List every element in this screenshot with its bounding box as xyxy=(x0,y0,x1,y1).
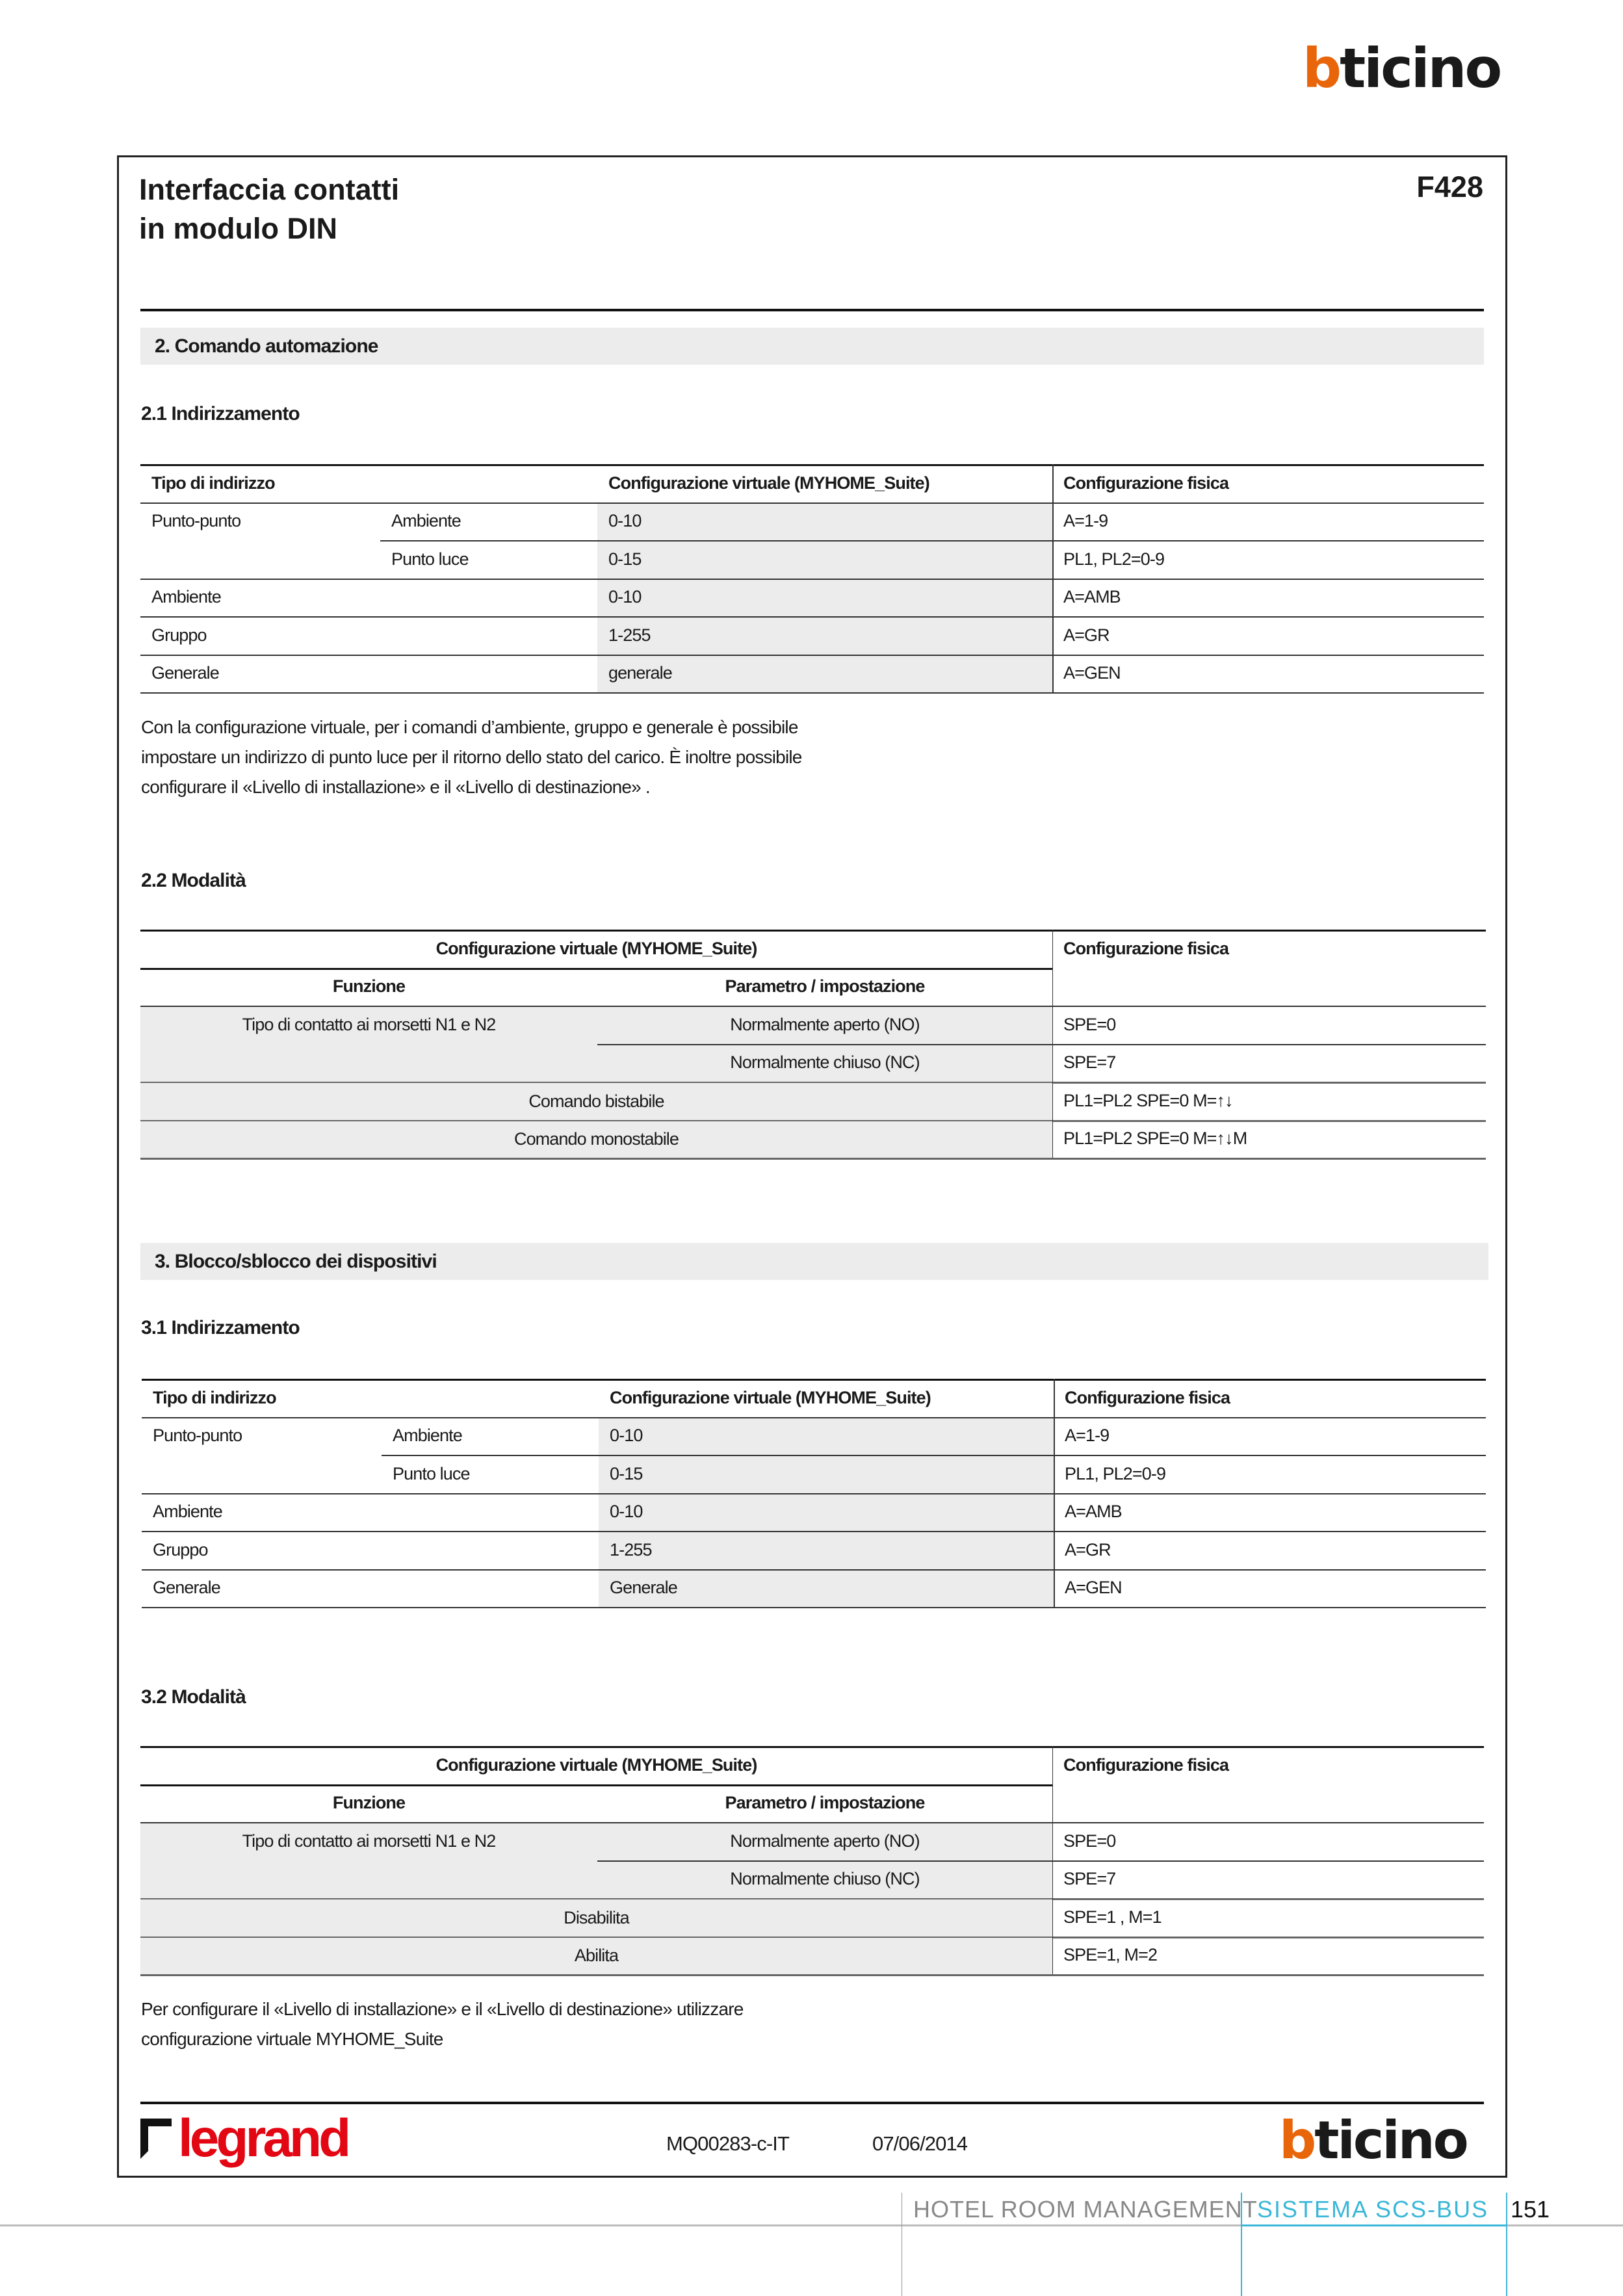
virtual-value xyxy=(608,579,641,617)
address-type xyxy=(151,616,207,655)
contact-param xyxy=(597,1044,1052,1082)
physical-value-text: A=1-9 xyxy=(1065,1426,1110,1446)
note-line: Con la configurazione virtuale, per i comandi d’ambiente, gruppo e generale è possibile xyxy=(141,717,798,737)
note-line: configurare il «Livello di installazione» e il «Livello di destinazione» . xyxy=(141,777,650,797)
address-type-text: Ambiente xyxy=(151,587,221,607)
column-header-text: Configurazione fisica xyxy=(1065,1387,1230,1407)
virtual-cell-bg xyxy=(597,580,1052,617)
column-header-text: Configurazione fisica xyxy=(1063,473,1229,493)
column-divider xyxy=(1052,1746,1053,1974)
physical-value-text: A=AMB xyxy=(1063,587,1121,607)
address-type-text: Generale xyxy=(153,1578,220,1598)
physical-value xyxy=(1063,540,1164,579)
address-type-text: Punto-punto xyxy=(151,511,241,531)
column-header-text: Tipo di indirizzo xyxy=(153,1387,276,1407)
column-divider xyxy=(1054,1379,1055,1607)
virtual-cell-bg xyxy=(597,618,1052,655)
cyan-underline xyxy=(1241,2224,1506,2226)
row-divider xyxy=(140,1158,1486,1160)
physical-value-text: PL1, PL2=0-9 xyxy=(1063,549,1165,569)
address-type xyxy=(151,655,219,693)
virtual-value xyxy=(610,1455,642,1493)
heading-2-1: 2.1 Indirizzamento xyxy=(141,403,300,424)
column-header-text: Configurazione virtuale (MYHOME_Suite) xyxy=(608,473,929,493)
physical-value xyxy=(1063,1822,1115,1860)
header-param xyxy=(597,1784,1052,1823)
note-line: configurazione virtuale MYHOME_Suite xyxy=(141,2029,443,2049)
virtual-cell-bg xyxy=(599,1494,1054,1532)
address-subtype xyxy=(391,502,461,541)
column-header xyxy=(153,1379,276,1417)
virtual-value-text: 0-10 xyxy=(610,1502,643,1522)
mode-label xyxy=(140,1938,1052,1975)
note-paragraph-2 xyxy=(141,712,804,802)
physical-value-text: A=GR xyxy=(1063,625,1110,645)
column-divider xyxy=(1052,464,1054,692)
contact-type-label-text: Tipo di contatto ai morsetti N1 e N2 xyxy=(242,1014,496,1034)
header-virtual xyxy=(140,930,1052,968)
address-subtype-text: Ambiente xyxy=(393,1426,462,1446)
physical-value xyxy=(1065,1493,1122,1532)
header-physical-text: Configurazione fisica xyxy=(1063,1755,1229,1775)
physical-value xyxy=(1063,1898,1162,1937)
addressing-table-3-1 xyxy=(142,1379,1486,1608)
address-subtype xyxy=(393,1455,470,1493)
physical-value xyxy=(1063,1860,1115,1899)
contact-param-text: Normalmente aperto (NO) xyxy=(730,1831,920,1851)
column-header xyxy=(610,1379,931,1417)
physical-value xyxy=(1063,616,1110,655)
virtual-value-text: generale xyxy=(608,663,672,683)
physical-value-text: A=GEN xyxy=(1063,663,1121,683)
address-type-text: Gruppo xyxy=(153,1539,208,1559)
doc-date: 07/06/2014 xyxy=(872,2132,968,2155)
physical-value-text: SPE=0 xyxy=(1063,1014,1116,1034)
virtual-value-text: 1-255 xyxy=(608,625,651,645)
title-rule xyxy=(140,309,1484,311)
addressing-table-2-1 xyxy=(140,464,1484,693)
section-3-bar xyxy=(140,1243,1488,1280)
virtual-cell-bg xyxy=(599,1532,1054,1569)
address-type xyxy=(153,1493,222,1532)
column-header-text: Tipo di indirizzo xyxy=(151,473,275,493)
address-type xyxy=(153,1417,242,1455)
mode-label-text: Disabilita xyxy=(564,1907,629,1927)
column-header-text: Configurazione virtuale (MYHOME_Suite) xyxy=(610,1387,931,1407)
address-subtype xyxy=(393,1417,462,1455)
header-virtual-text: Configurazione virtuale (MYHOME_Suite) xyxy=(435,1755,757,1775)
virtual-value xyxy=(608,502,641,541)
address-subtype-text: Ambiente xyxy=(391,511,461,531)
header-param-text: Parametro / impostazione xyxy=(725,976,925,997)
contact-type-label xyxy=(140,1006,597,1044)
virtual-value-text: 0-15 xyxy=(610,1463,643,1483)
page-title xyxy=(139,170,399,248)
virtual-value xyxy=(610,1493,642,1532)
note-paragraph-3 xyxy=(141,1994,804,2054)
column-divider xyxy=(1052,930,1053,1158)
header-physical xyxy=(1063,1746,1228,1784)
contact-param-text: Normalmente aperto (NO) xyxy=(730,1014,920,1034)
section-2-title: 2. Comando automazione xyxy=(155,335,378,357)
category-label: HOTEL ROOM MANAGEMENT xyxy=(913,2196,1258,2223)
virtual-value xyxy=(610,1417,642,1455)
mode-label xyxy=(140,1899,1052,1937)
virtual-value-text: 0-10 xyxy=(608,587,642,607)
legrand-logo: legrand xyxy=(140,2113,348,2165)
physical-value-text: A=1-9 xyxy=(1063,511,1108,531)
divider xyxy=(1506,2193,1507,2296)
contact-type-label xyxy=(140,1822,597,1860)
header-physical xyxy=(1063,930,1228,968)
column-header xyxy=(1065,1379,1230,1417)
address-subtype xyxy=(391,540,469,579)
address-type-text: Gruppo xyxy=(151,625,207,645)
physical-value xyxy=(1063,655,1121,693)
physical-value-text: PL1=PL2 SPE=0 M=↑↓ xyxy=(1063,1090,1233,1110)
bticino-footer-logo: bticino xyxy=(1279,2110,1467,2171)
mode-label-text: Comando monostabile xyxy=(513,1129,679,1149)
virtual-value xyxy=(608,616,651,655)
virtual-value xyxy=(608,540,641,579)
virtual-value-text: 0-15 xyxy=(608,549,642,569)
physical-value xyxy=(1063,1937,1157,1975)
header-function-text: Funzione xyxy=(332,976,406,997)
row-divider xyxy=(140,1974,1484,1976)
virtual-cell-bg xyxy=(597,541,1052,579)
column-header xyxy=(608,464,929,502)
heading-3-2: 3.2 Modalità xyxy=(141,1686,246,1708)
physical-value xyxy=(1063,579,1121,617)
virtual-value xyxy=(610,1531,652,1569)
mode-table-2-2 xyxy=(140,930,1486,1160)
physical-value-text: SPE=1 , M=1 xyxy=(1063,1907,1162,1927)
section-2-bar xyxy=(140,328,1484,365)
address-type xyxy=(151,579,221,617)
header-function xyxy=(140,968,597,1006)
header-physical-text: Configurazione fisica xyxy=(1063,938,1229,958)
page-number: 151 xyxy=(1511,2196,1550,2223)
physical-value-text: A=GEN xyxy=(1065,1578,1122,1598)
physical-value-text: SPE=7 xyxy=(1063,1869,1116,1889)
virtual-value-text: 1-255 xyxy=(610,1539,652,1559)
physical-value xyxy=(1063,1082,1233,1120)
physical-value xyxy=(1063,1120,1247,1158)
address-type-text: Generale xyxy=(151,663,219,683)
physical-value-text: A=GR xyxy=(1065,1539,1111,1559)
header-virtual-text: Configurazione virtuale (MYHOME_Suite) xyxy=(435,938,757,958)
contact-type-label-text: Tipo di contatto ai morsetti N1 e N2 xyxy=(242,1831,496,1851)
physical-value xyxy=(1063,502,1108,541)
address-type xyxy=(153,1569,220,1608)
header-virtual xyxy=(140,1746,1052,1784)
physical-value-text: PL1, PL2=0-9 xyxy=(1065,1463,1166,1483)
doc-code: MQ00283-c-IT xyxy=(666,2132,790,2155)
mode-table-3-2 xyxy=(140,1746,1484,1977)
address-type xyxy=(151,502,240,541)
physical-value xyxy=(1065,1569,1122,1608)
row-divider xyxy=(140,692,1484,694)
virtual-value xyxy=(608,655,672,693)
bticino-logo: bticino xyxy=(1303,36,1501,100)
row-divider xyxy=(142,1607,1486,1608)
contact-param xyxy=(597,1860,1052,1899)
column-header xyxy=(151,464,275,502)
physical-value xyxy=(1065,1455,1165,1493)
heading-3-1: 3.1 Indirizzamento xyxy=(141,1317,300,1338)
mode-label-text: Abilita xyxy=(574,1946,619,1966)
header-function-text: Funzione xyxy=(332,1793,406,1813)
heading-2-2: 2.2 Modalità xyxy=(141,870,246,891)
physical-value-text: A=AMB xyxy=(1065,1502,1122,1522)
physical-value-text: SPE=0 xyxy=(1063,1831,1116,1851)
physical-value xyxy=(1065,1417,1109,1455)
physical-value-text: PL1=PL2 SPE=0 M=↑↓M xyxy=(1063,1128,1247,1149)
virtual-value-text: 0-10 xyxy=(610,1426,643,1446)
mode-label xyxy=(140,1121,1052,1158)
contact-param xyxy=(597,1822,1052,1860)
note-line: Per configurare il «Livello di installazione» e il «Livello di destinazione» utilizzare xyxy=(141,1999,744,2019)
address-subtype-text: Punto luce xyxy=(391,549,469,569)
address-subtype-text: Punto luce xyxy=(393,1463,470,1483)
physical-value-text: SPE=1, M=2 xyxy=(1063,1945,1158,1965)
system-label: SISTEMA SCS-BUS xyxy=(1257,2196,1489,2223)
address-type xyxy=(153,1531,208,1569)
title-line-1: Interfaccia contatti xyxy=(139,173,400,206)
physical-value xyxy=(1063,1006,1115,1044)
contact-param-text: Normalmente chiuso (NC) xyxy=(730,1052,920,1073)
header-function xyxy=(140,1784,597,1823)
mode-label-text: Comando bistabile xyxy=(528,1091,664,1111)
header-param-text: Parametro / impostazione xyxy=(725,1793,925,1813)
title-line-2: in modulo DIN xyxy=(139,212,337,245)
note-line: impostare un indirizzo di punto luce per il ritorno dello stato del carico. È inoltre possibile xyxy=(141,747,802,767)
section-3-title: 3. Blocco/sblocco dei dispositivi xyxy=(155,1251,437,1272)
contact-param-text: Normalmente chiuso (NC) xyxy=(730,1869,920,1889)
mode-label xyxy=(140,1083,1052,1120)
address-type-text: Punto-punto xyxy=(153,1426,242,1446)
virtual-cell-bg xyxy=(599,1456,1054,1493)
physical-value xyxy=(1065,1531,1111,1569)
virtual-cell-bg xyxy=(597,504,1052,541)
legrand-mark-icon xyxy=(140,2119,172,2159)
virtual-value-text: 0-10 xyxy=(608,511,642,531)
virtual-cell-bg xyxy=(599,1418,1054,1455)
contact-param xyxy=(597,1006,1052,1044)
header-param xyxy=(597,968,1052,1006)
column-header xyxy=(1063,464,1228,502)
footer-rule xyxy=(140,2102,1484,2104)
virtual-value-text: Generale xyxy=(610,1578,677,1598)
virtual-value xyxy=(610,1569,677,1608)
product-code: F428 xyxy=(1416,170,1483,203)
physical-value-text: SPE=7 xyxy=(1063,1052,1116,1073)
physical-value xyxy=(1063,1044,1115,1082)
address-type-text: Ambiente xyxy=(153,1502,222,1522)
